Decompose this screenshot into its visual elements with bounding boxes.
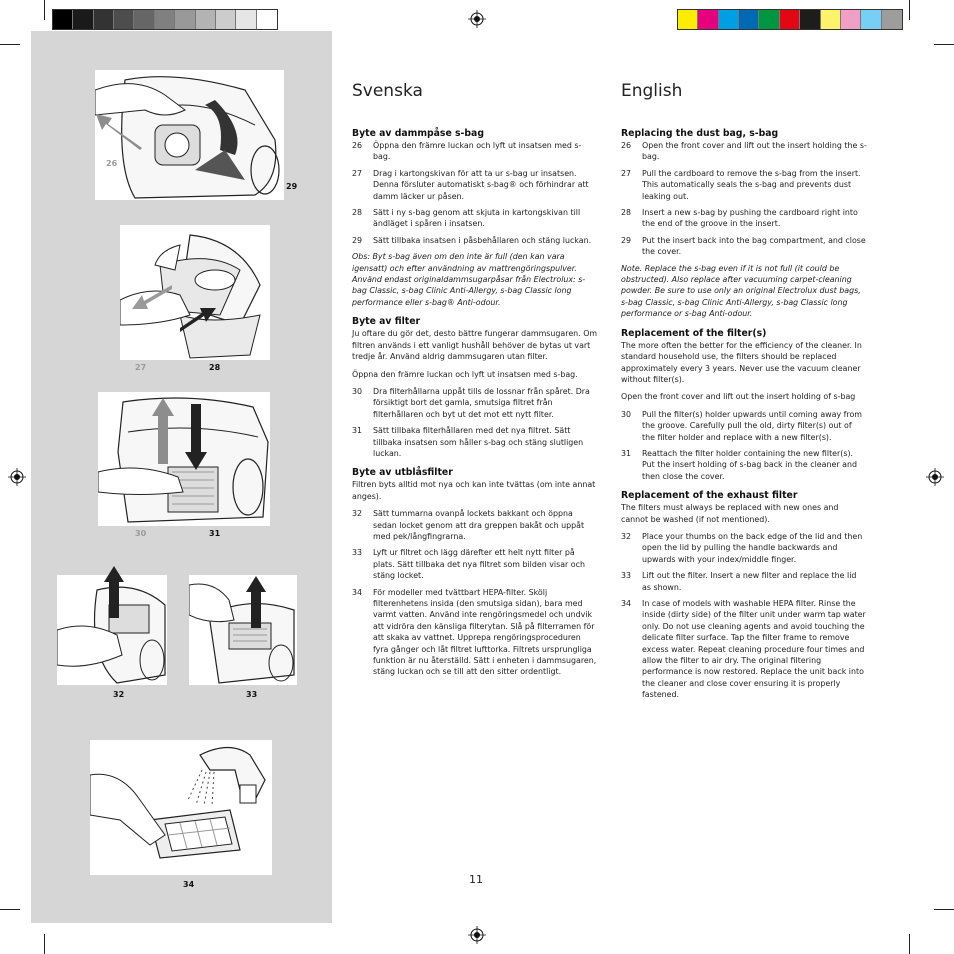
step-list	[621, 409, 867, 482]
step-number: 31	[621, 448, 632, 458]
step	[621, 235, 867, 258]
figure-number: 26	[106, 159, 118, 168]
page-number: 11	[469, 873, 483, 886]
grey-color-bar	[52, 9, 278, 30]
step-list	[352, 386, 598, 459]
section-heading: English	[621, 81, 683, 101]
illustration-fig-34	[90, 740, 272, 875]
intro-text: Ju oftare du gör det, desto bättre fungerar dammsugaren. Om filtren används i ett vanligt hushåll behöver de bytas ut vart tredje år. Använd aldrig dammsugaren utan filter.	[352, 329, 598, 362]
intro-text: Filtren byts alltid mot nya och kan inte tvättas (om inte annat anges).	[352, 480, 596, 501]
step	[352, 168, 598, 202]
step-list	[621, 140, 867, 258]
step-text: Öppna den främre luckan och lyft ut insatsen med s-bag.	[373, 141, 582, 162]
subheading: Byte av filter	[352, 316, 421, 328]
step-text: För modeller med tvättbart HEPA-filter. Skölj filterenhetens insida (den smutsiga sidan), bara med varmt vatten. Använd inte rengöringsmedel och undvik att vidröra den känsliga filterytan. Slå på filterramen för att skaka av vattnet. Upprepa rengöringsproceduren fyra gånger och låt filtret lufttorka. Filtrets ursprungliga funktion är nu återställd. Sätt i enheten i dammsugaren, stäng luckan och se till att den sitter ordentligt.	[373, 587, 597, 677]
step	[621, 531, 867, 565]
cmyk-color-bar	[677, 9, 903, 30]
step	[621, 598, 867, 701]
step-text: Open the front cover and lift out the insert holding the s-bag.	[642, 141, 867, 162]
registration-mark-icon	[8, 468, 26, 486]
section-heading: Svenska	[352, 81, 423, 101]
arrow-icon	[132, 281, 172, 311]
step-list	[352, 508, 598, 678]
step	[621, 140, 867, 163]
illustration-fig-33	[189, 575, 297, 685]
note-text: Obs: Byt s-bag även om den inte är full (den kan vara igensatt) och efter användning av mattrengöringspulver. Använd endast originaldammsugarpåsar från Electrolux: s-bag Classic, s-bag Clinic Anti-Allergy, s-bag Classic long performance eller s-bag® Anti-odour.	[352, 252, 586, 307]
subheading: Replacement of the filter(s)	[621, 327, 767, 339]
step	[621, 448, 867, 482]
step-text: Drag i kartongskivan för att ta ur s-bag ur insatsen. Denna försluter automatiskt s-bag® och förhindrar att damm läcker ur påsen.	[373, 168, 589, 201]
step-number: 26	[352, 141, 363, 150]
step-list	[621, 531, 867, 701]
step-text: Put the insert back into the bag compartment, and close the cover.	[642, 235, 866, 257]
figure-number: 33	[246, 690, 258, 699]
step	[352, 425, 598, 459]
step-number: 26	[621, 141, 632, 150]
intro-text: The more often the better for the efficiency of the cleaner. In standard household use, the filters should be replaced approximately every 3 years. Never use the vacuum cleaner without filter(s).	[621, 340, 862, 384]
step-text: Sätt tillbaka filterhållaren med det nya filtret. Sätt tillbaka insatsen som håller s-bag och stäng slutligen luckan.	[373, 426, 584, 458]
step-text: Reattach the filter holder containing the new filter(s). Put the insert holding of s-bag back in the cleaner and then close the cover.	[642, 448, 857, 481]
step-text: Lyft ur filtret och lägg därefter ett helt nytt filter på plats. Sätt tillbaka det nya filtret som bilden visar och stäng locket.	[373, 548, 585, 581]
illustration-fig-30-31	[98, 392, 270, 526]
subheading: Byte av utblåsfilter	[352, 467, 453, 479]
step-text: Place your thumbs on the back edge of the lid and then open the lid by pulling the handle backwards and upwards with your index/middle finger.	[642, 531, 863, 564]
step-number: 27	[621, 168, 632, 178]
step-text: In case of models with washable HEPA filter. Rinse the inside (dirty side) of the filter unit under warm tap water only. Do not use cleaning agents and avoid touching the delicate filter surface. Tap the filter frame to remove excess water. Repeat cleaning procedure four times and allow the filter to air dry. The original filtering performance is now restored. Replace the unit back into the cleaner and close cover ensuring it is properly fastened.	[642, 599, 866, 700]
svenska-column	[352, 80, 598, 683]
registration-mark-icon	[468, 926, 486, 944]
registration-mark-icon	[926, 468, 944, 486]
step-text: Dra filterhållarna uppåt tills de lossnar från spåret. Dra försiktigt bort det gamla, smutsiga filtret från filterhållaren och byt ut det mot ett nytt filter.	[373, 386, 590, 419]
step-number: 27	[352, 168, 363, 178]
subheading: Replacing the dust bag, s-bag	[621, 128, 779, 139]
step	[621, 168, 867, 202]
step-number: 33	[621, 571, 632, 581]
figure-number: 30	[135, 529, 147, 538]
step-number: 28	[352, 208, 363, 218]
step-number: 32	[352, 509, 363, 519]
figure-number: 31	[209, 529, 221, 538]
arrow-icon	[96, 112, 142, 150]
arrow-icon	[246, 576, 266, 628]
step-text: Pull the filter(s) holder upwards until coming away from the groove. Carefully pull the old, dirty filter(s) out of the filter holder and replace with a new filter(s).	[642, 409, 862, 442]
step-number: 34	[621, 599, 632, 608]
step-list	[352, 140, 598, 246]
step-number: 29	[352, 235, 363, 245]
arrow-icon	[185, 404, 207, 470]
intro-text: Open the front cover and lift out the insert holding of s-bag	[621, 392, 856, 402]
step	[621, 570, 867, 593]
step-text: Sätt tillbaka insatsen i påsbehållaren och stäng luckan.	[373, 235, 592, 245]
figure-number: 32	[113, 690, 125, 699]
arrow-icon	[180, 306, 216, 334]
note-text: Note. Replace the s-bag even if it is not full (it could be obstructed). Also replace after vacuuming carpet-cleaning powder. Be sure to use only an original Electrolux dust bags, s-bag Classic, s-bag Clinic Anti-Allergy, s-bag Classic long performance or s-bag Anti-odour.	[621, 263, 861, 319]
step-text: Insert a new s-bag by pushing the cardboard right into the end of the groove in the insert.	[642, 208, 858, 229]
english-column	[621, 80, 867, 706]
step-number: 32	[621, 531, 632, 541]
step	[352, 508, 598, 542]
arrow-icon	[104, 566, 124, 618]
step-text: Sätt i ny s-bag genom att skjuta in kartongskivan till ändläget i spåren i insatsen.	[373, 208, 581, 229]
step-number: 29	[621, 235, 632, 245]
intro-text: Öppna den främre luckan och lyft ut insatsen med s-bag.	[352, 369, 578, 379]
step-number: 33	[352, 548, 363, 558]
step	[352, 386, 598, 420]
step-text: Pull the cardboard to remove the s-bag from the insert. This automatically seals the s-bag and prevents dust leaking out.	[642, 168, 861, 201]
subheading: Replacement of the exhaust filter	[621, 490, 798, 502]
figure-number: 29	[286, 182, 298, 191]
step-text: Sätt tummarna ovanpå lockets bakkant och öppna sedan locket genom att dra greppen bakåt och uppåt med pek/långfingrarna.	[373, 509, 585, 541]
step	[352, 140, 598, 163]
registration-mark-icon	[468, 10, 486, 28]
step	[621, 409, 867, 443]
subheading: Byte av dammpåse s-bag	[352, 128, 484, 139]
step	[352, 547, 598, 581]
step	[352, 207, 598, 230]
arrow-icon	[152, 398, 174, 464]
figure-number: 27	[135, 363, 147, 372]
step-number: 28	[621, 208, 632, 218]
step	[352, 235, 598, 246]
step-number: 30	[352, 386, 363, 396]
step	[352, 587, 598, 678]
figure-number: 34	[183, 880, 195, 889]
step-number: 30	[621, 409, 632, 419]
step	[621, 207, 867, 230]
intro-text: The filters must always be replaced with new ones and cannot be washed (if not mentioned).	[621, 503, 839, 524]
step-number: 34	[352, 587, 363, 597]
figure-number: 28	[209, 363, 221, 372]
step-text: Lift out the filter. Insert a new filter and replace the lid as shown.	[642, 571, 857, 592]
step-number: 31	[352, 426, 363, 436]
